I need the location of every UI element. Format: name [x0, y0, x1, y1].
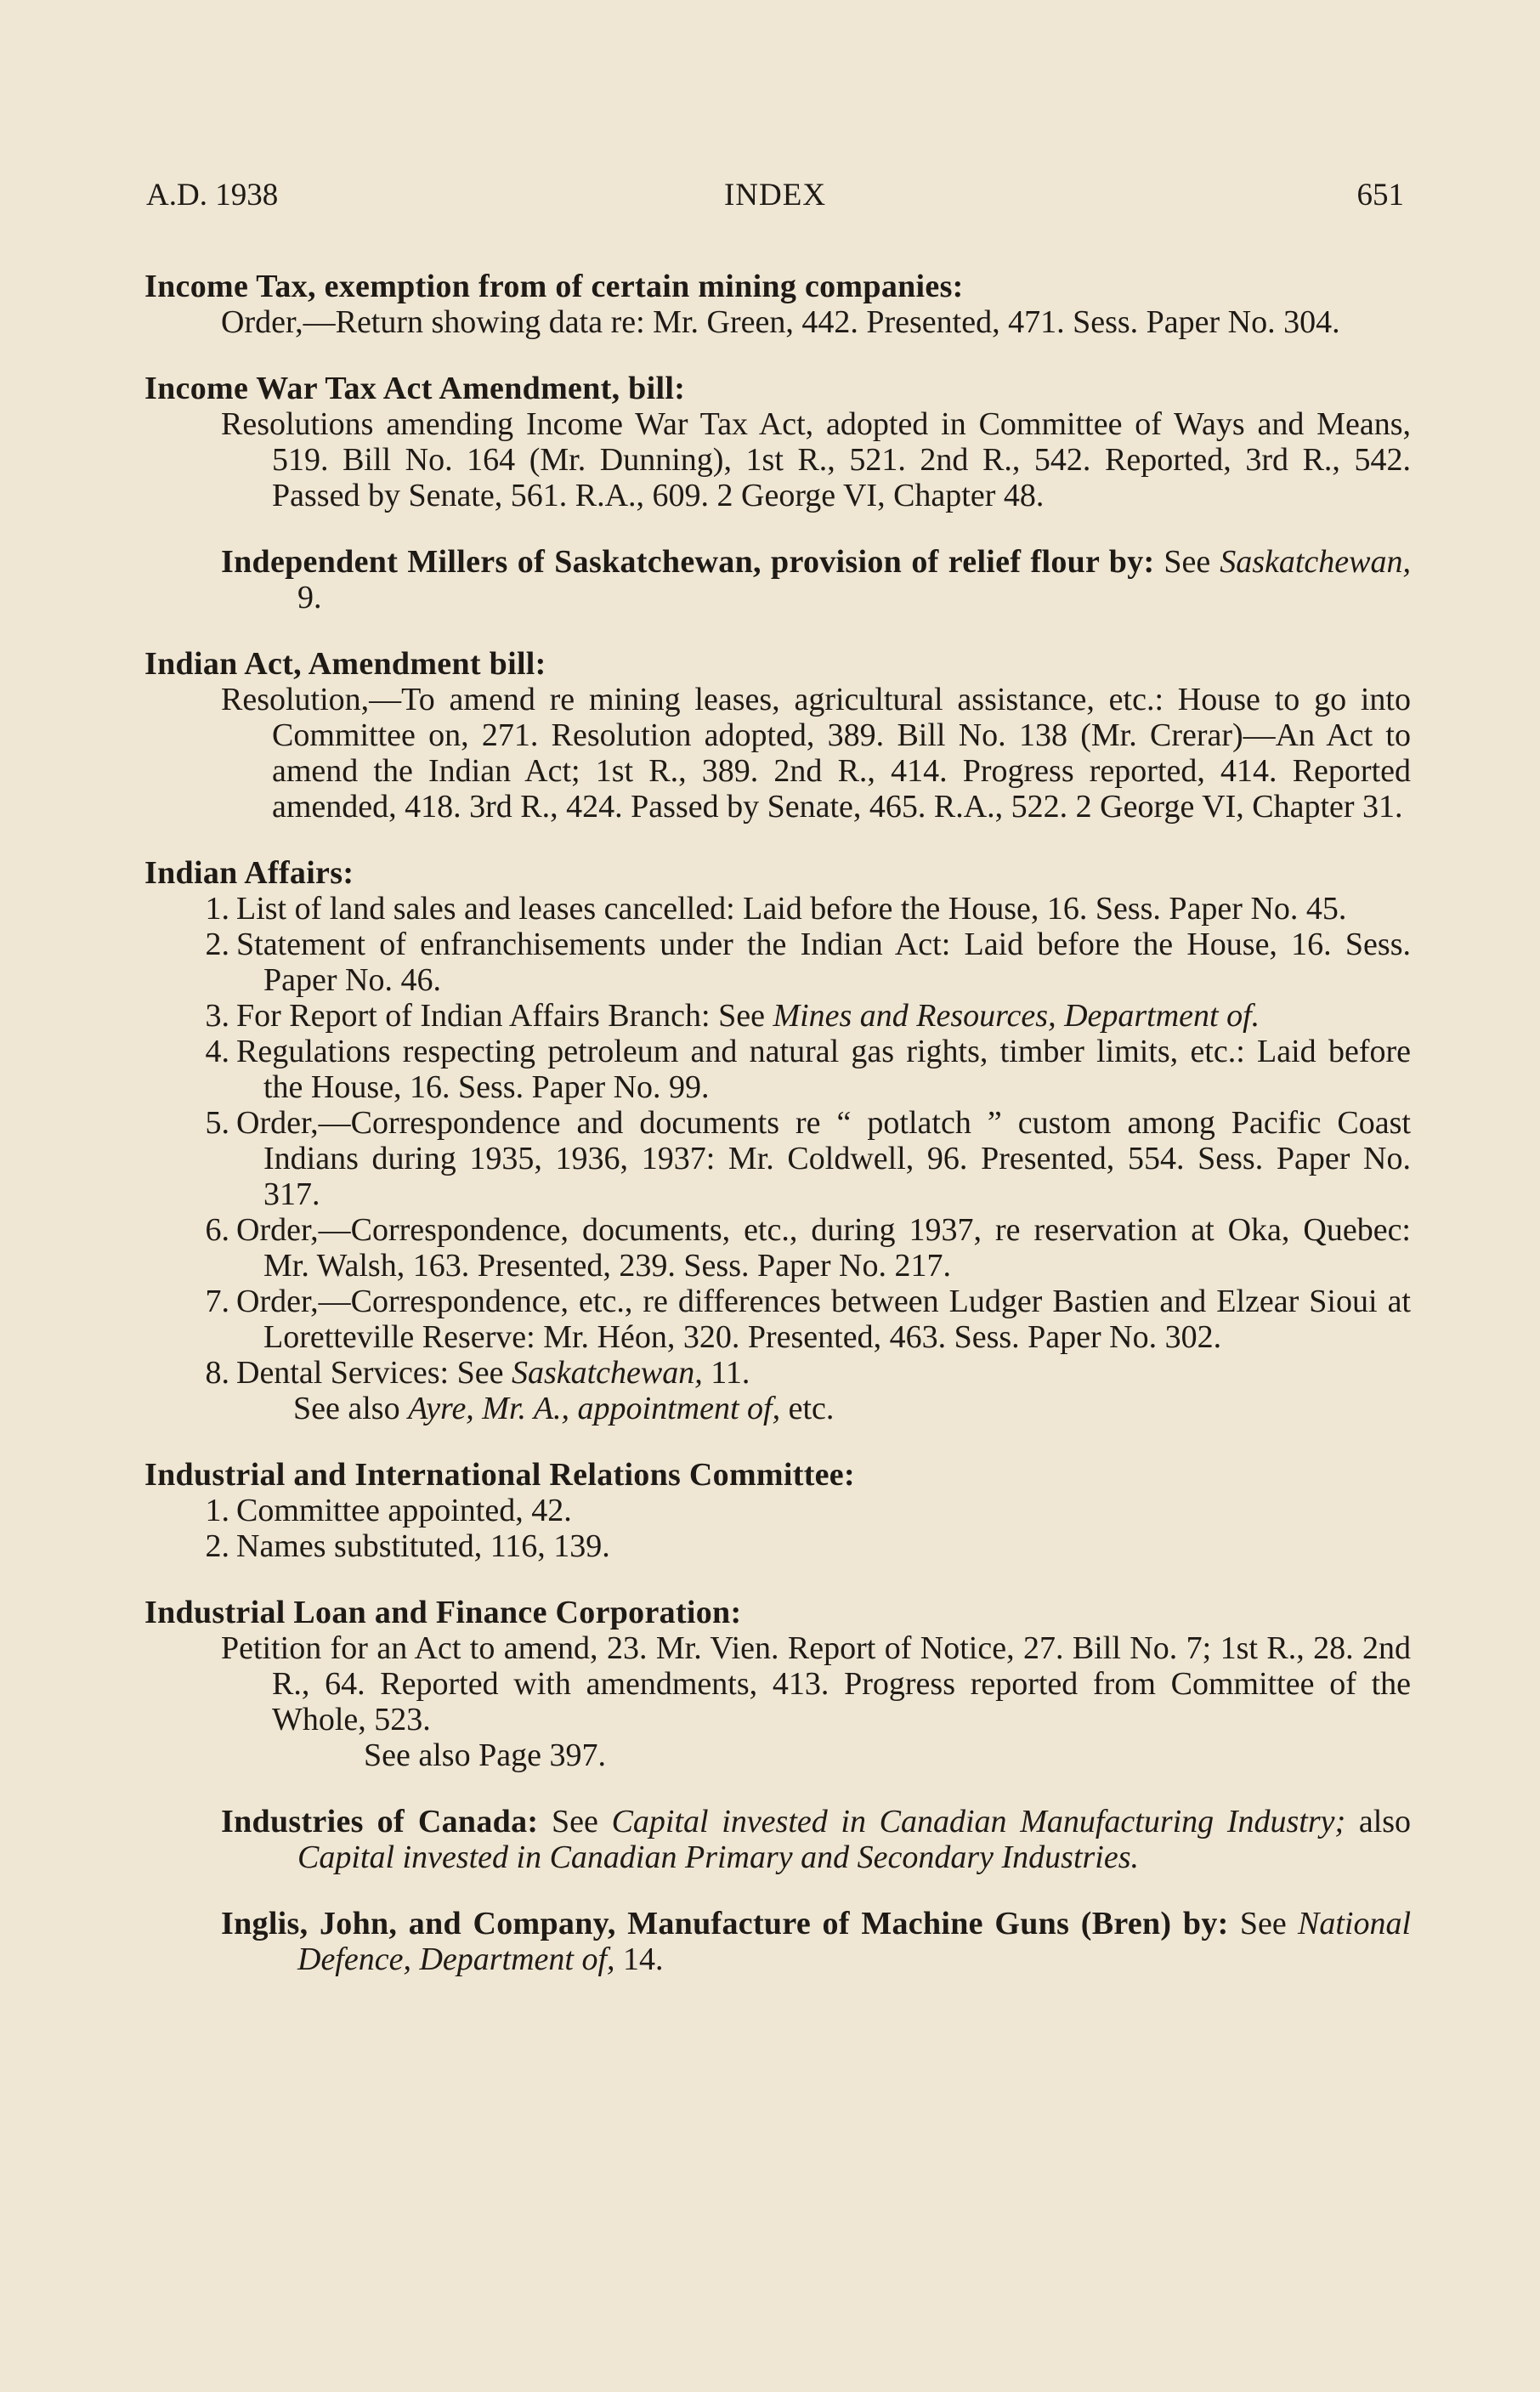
- index-entry: [144, 1457, 1411, 1564]
- item-text: Committee appointed, 42.: [236, 1493, 572, 1528]
- item-text: For Report of Indian Affairs Branch: See: [236, 998, 765, 1034]
- entry-text: Resolution,—To amend re mining leases, agricultural assistance, etc.: House to go into Committee on, 271. Resolution adopted, 389. Bill No. 138 (Mr. Crerar)—An Act to amend the Indian Act; 1st R., 389. 2nd R., 414. Progress reported, 414. Reported amended, 418. 3rd R., 424. Passed by Senate, 465. R.A., 522. 2 George VI, Chapter 31.: [221, 682, 1411, 825]
- entry-heading: Indian Affairs:: [144, 855, 354, 891]
- list-item: [144, 1528, 1411, 1564]
- entry-text: Resolutions amending Income War Tax Act, adopted in Committee of Ways and Means, 519. Bill No. 164 (Mr. Dunning), 1st R., 521. 2nd R., 542. Reported, 3rd R., 542. Passed by Senate, 561. R.A., 609. 2 George VI, Chapter 48.: [221, 406, 1411, 513]
- entry-heading-line: [144, 1906, 1411, 1977]
- cross-reference: National Defence, Department of,: [297, 1906, 1412, 1977]
- cross-reference-suffix: etc.: [788, 1391, 835, 1426]
- entry-heading: Income War Tax Act Amendment, bill:: [144, 371, 686, 406]
- year-label: A.D. 1938: [146, 178, 279, 213]
- item-number: 1.: [205, 1493, 229, 1528]
- see-label: See: [1239, 1906, 1287, 1941]
- entry-heading: Industries of Canada:: [221, 1804, 539, 1839]
- entry-text: Petition for an Act to amend, 23. Mr. Vien. Report of Notice, 27. Bill No. 7; 1st R., 28. 2nd R., 64. Reported with amendments, 413. Progress reported from Committee of the Whole, 523.: [221, 1630, 1411, 1737]
- item-number: 2.: [205, 1528, 229, 1564]
- index-entry: [144, 544, 1411, 615]
- item-number: 3.: [205, 998, 229, 1034]
- index-entry: [144, 269, 1411, 340]
- item-text: Names substituted, 116, 139.: [236, 1528, 610, 1564]
- item-text: Order,—Correspondence and documents re “ potlatch ” custom among Pacific Coast Indians during 1935, 1936, 1937: Mr. Coldwell, 96. Presented, 554. Sess. Paper No. 317.: [236, 1105, 1411, 1212]
- index-entry: [144, 371, 1411, 513]
- cross-reference: Mines and Resources, Department of.: [773, 998, 1260, 1034]
- cross-reference-page: 14.: [623, 1941, 664, 1977]
- list-item: [144, 1105, 1411, 1212]
- see-also-label: See also: [293, 1391, 400, 1426]
- index-entry: [144, 646, 1411, 825]
- index-entry: [144, 1906, 1411, 1977]
- entry-item-list: [144, 1493, 1411, 1564]
- item-text: Statement of enfranchisements under the Indian Act: Laid before the House, 16. Sess. Paper No. 46.: [236, 927, 1411, 998]
- list-item: [144, 891, 1411, 927]
- see-also-line: [144, 1391, 1411, 1426]
- page-header: [146, 177, 1404, 219]
- item-text: Dental Services: See: [236, 1355, 504, 1391]
- see-also-line: See also Page 397.: [364, 1737, 606, 1773]
- list-item: [144, 1034, 1411, 1105]
- entry-heading-line: [144, 1804, 1411, 1875]
- list-item: [144, 927, 1411, 998]
- item-number: 1.: [205, 891, 229, 927]
- item-number: 4.: [205, 1034, 229, 1069]
- item-number: 7.: [205, 1284, 229, 1319]
- entry-text: Order,—Return showing data re: Mr. Green, 442. Presented, 471. Sess. Paper No. 304.: [221, 304, 1340, 340]
- item-text: Regulations respecting petroleum and natural gas rights, timber limits, etc.: Laid before the House, 16. Sess. Paper No. 99.: [236, 1034, 1411, 1105]
- entry-heading: Industrial and International Relations Committee:: [144, 1457, 855, 1493]
- list-item: [144, 998, 1411, 1034]
- list-item: [144, 1212, 1411, 1284]
- entry-heading: Income Tax, exemption from of certain mining companies:: [144, 269, 964, 304]
- list-item: [144, 1284, 1411, 1355]
- index-entry: [144, 1804, 1411, 1875]
- item-text: Order,—Correspondence, etc., re differences between Ludger Bastien and Elzear Sioui at Loretteville Reserve: Mr. Héon, 320. Presented, 463. Sess. Paper No. 302.: [236, 1284, 1411, 1355]
- running-title: INDEX: [723, 178, 827, 213]
- cross-reference: Saskatchewan,: [511, 1355, 703, 1391]
- entry-heading: Indian Act, Amendment bill:: [144, 646, 546, 682]
- item-text: Order,—Correspondence, documents, etc., during 1937, re reservation at Oka, Quebec: Mr. Walsh, 163. Presented, 239. Sess. Paper No. 217.: [236, 1212, 1411, 1284]
- page-number: 651: [1356, 178, 1404, 213]
- index-entry: [144, 855, 1411, 1426]
- item-number: 5.: [205, 1105, 229, 1141]
- entry-item-list: [144, 891, 1411, 1391]
- see-label: See: [1163, 544, 1211, 580]
- list-item: [144, 1355, 1411, 1391]
- item-number: 8.: [205, 1355, 229, 1391]
- cross-reference: Capital invested in Canadian Primary and Secondary Industries.: [297, 1839, 1140, 1875]
- entry-heading-line: [144, 544, 1411, 615]
- cross-reference: Saskatchewan,: [1220, 544, 1412, 580]
- cross-reference: Ayre, Mr. A., appointment of,: [408, 1391, 781, 1426]
- cross-reference-page: 11.: [711, 1355, 750, 1391]
- entry-heading: Industrial Loan and Finance Corporation:: [144, 1595, 742, 1630]
- index-content: [144, 269, 1411, 2008]
- item-text: List of land sales and leases cancelled: Laid before the House, 16. Sess. Paper No. 45.: [236, 891, 1347, 927]
- item-number: 6.: [205, 1212, 229, 1248]
- entry-heading: Inglis, John, and Company, Manufacture of Machine Guns (Bren) by:: [221, 1906, 1229, 1941]
- cross-reference-page: 9.: [297, 580, 322, 615]
- see-also-word: also: [1358, 1804, 1412, 1839]
- cross-reference: Capital invested in Canadian Manufacturing Industry;: [611, 1804, 1346, 1839]
- list-item: [144, 1493, 1411, 1528]
- item-number: 2.: [205, 927, 229, 962]
- see-label: See: [552, 1804, 598, 1839]
- entry-heading: Independent Millers of Saskatchewan, provision of relief flour by:: [221, 544, 1155, 580]
- index-entry: [144, 1595, 1411, 1773]
